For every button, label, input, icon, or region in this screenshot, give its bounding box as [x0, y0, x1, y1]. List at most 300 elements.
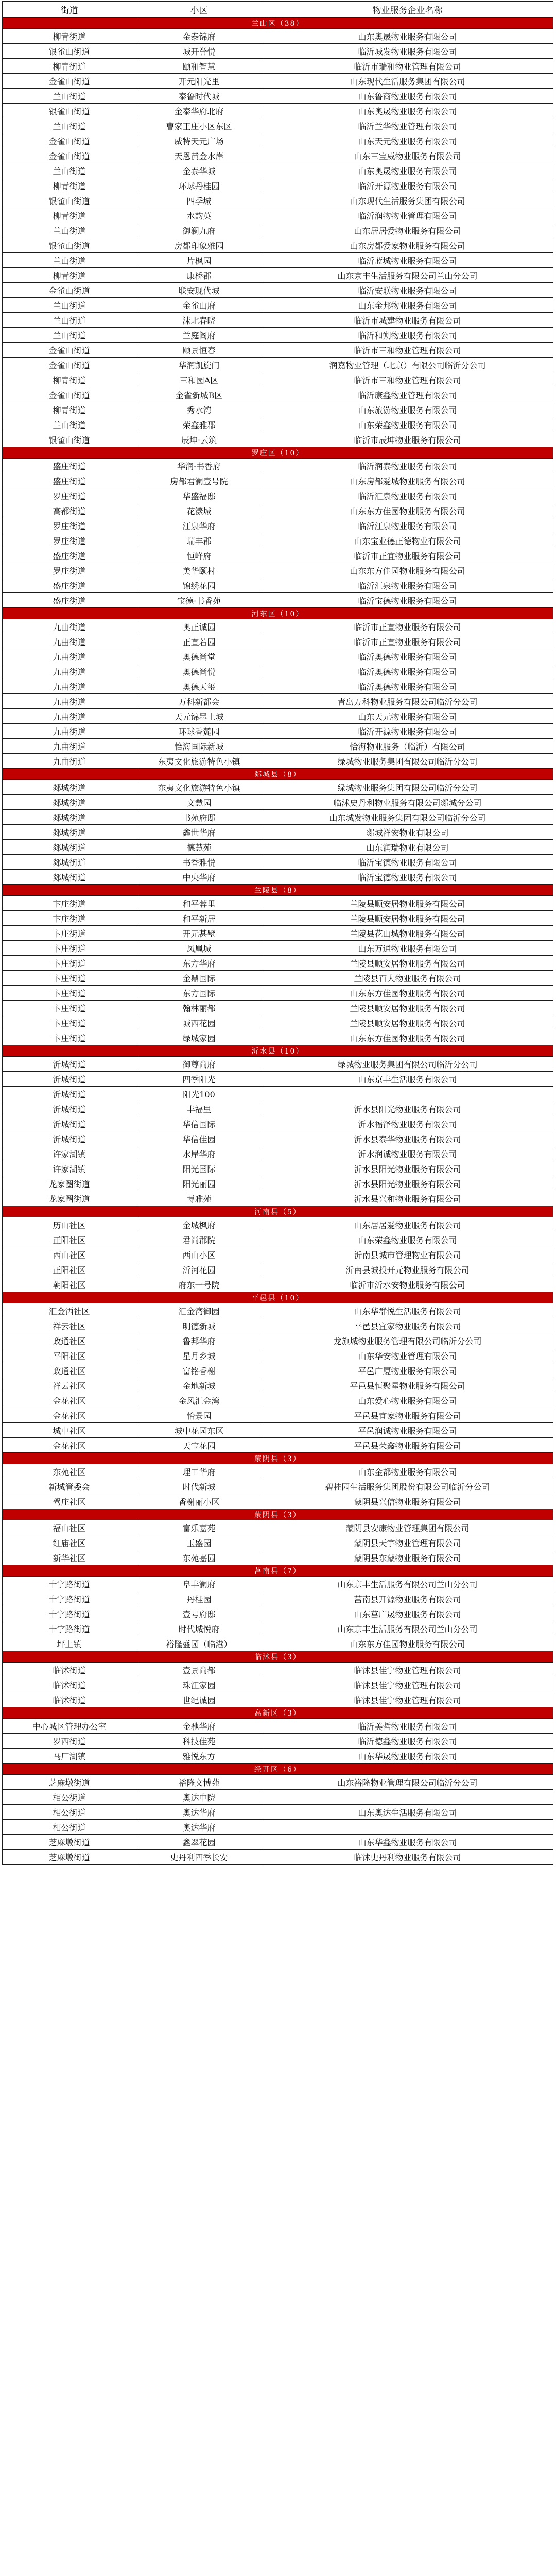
street-cell: 郯城街道: [3, 810, 136, 825]
street-cell: 郯城街道: [3, 780, 136, 795]
community-cell: 金雀新城B区: [136, 387, 262, 402]
street-cell: 驾庄社区: [3, 1494, 136, 1509]
table-row: [3, 1606, 553, 1621]
street-cell: 坪上镇: [3, 1636, 136, 1651]
section-header-row: [3, 1565, 553, 1577]
street-cell: 十字路街道: [3, 1621, 136, 1636]
table-row: [3, 840, 553, 855]
community-cell: 文慧园: [136, 795, 262, 810]
company-cell: 沂水县阳光物业服务有限公司: [262, 1161, 553, 1176]
street-cell: 兰山街道: [3, 89, 136, 104]
company-cell: 平邑广厦物业服务有限公司: [262, 1363, 553, 1378]
table-row: [3, 1790, 553, 1805]
company-cell: 山东居居爱物业服务有限公司: [262, 223, 553, 238]
section-title: 兰陵县（8）: [3, 885, 553, 896]
community-cell: 华润·书香府: [136, 459, 262, 473]
community-cell: 御澜九府: [136, 223, 262, 238]
community-cell: 科技佳苑: [136, 1734, 262, 1749]
section-title: 沂水县（10）: [3, 1045, 553, 1057]
community-cell: 壹号府邸: [136, 1606, 262, 1621]
street-cell: 罗庄街道: [3, 563, 136, 578]
company-cell: 临沂江泉物业服务有限公司: [262, 518, 553, 533]
street-cell: 十字路街道: [3, 1606, 136, 1621]
company-cell: 青岛万科物业服务有限公司临沂分公司: [262, 694, 553, 709]
community-cell: 沫北春晓: [136, 313, 262, 328]
street-cell: 九曲街道: [3, 664, 136, 679]
company-cell: 临沂市沂水安物业服务有限公司: [262, 1277, 553, 1292]
community-cell: 城西花园: [136, 1015, 262, 1030]
table-row: [3, 1734, 553, 1749]
table-row: [3, 896, 553, 911]
table-row: [3, 518, 553, 533]
community-cell: 奥德尚堂: [136, 649, 262, 664]
company-cell: 山东金都物业服务有限公司: [262, 1464, 553, 1479]
section-title: 临沭县（3）: [3, 1651, 553, 1663]
company-cell: 绿城物业服务集团有限公司临沂分公司: [262, 1057, 553, 1072]
community-cell: 颐和智慧: [136, 59, 262, 74]
street-cell: 相公街道: [3, 1820, 136, 1835]
table-row: [3, 1550, 553, 1565]
street-cell: 九曲街道: [3, 634, 136, 649]
table-row: [3, 664, 553, 679]
table-row: [3, 343, 553, 358]
company-cell: 山东房都爱家物业服务有限公司: [262, 238, 553, 253]
table-row: [3, 223, 553, 238]
community-cell: 金泰锦府: [136, 29, 262, 44]
header-community: 小区: [136, 2, 262, 18]
community-cell: 花漾城: [136, 503, 262, 518]
company-cell: 临沂开源物业服务有限公司: [262, 178, 553, 193]
street-cell: 兰山街道: [3, 118, 136, 133]
company-cell: 山东华安物业管理有限公司: [262, 1348, 553, 1363]
community-cell: 书苑府邸: [136, 810, 262, 825]
street-cell: 卞庄街道: [3, 911, 136, 926]
community-cell: 博雅苑: [136, 1191, 262, 1206]
street-cell: 九曲街道: [3, 709, 136, 724]
company-cell: 临沂润泰物业服务有限公司: [262, 459, 553, 473]
street-cell: 卞庄街道: [3, 1001, 136, 1015]
community-cell: 联安现代城: [136, 283, 262, 298]
street-cell: 新城管委会: [3, 1479, 136, 1494]
community-cell: 翰林丽都: [136, 1001, 262, 1015]
company-cell: 蒙阴县兴信物业服务有限公司: [262, 1494, 553, 1509]
table-row: [3, 634, 553, 649]
street-cell: 郯城街道: [3, 870, 136, 885]
street-cell: 沂城街道: [3, 1116, 136, 1131]
table-row: [3, 1378, 553, 1393]
street-cell: 十字路街道: [3, 1577, 136, 1591]
section-title: 蒙阴县（3）: [3, 1509, 553, 1520]
table-row: [3, 971, 553, 986]
street-cell: 卞庄街道: [3, 956, 136, 971]
community-cell: 正直若园: [136, 634, 262, 649]
community-cell: 奥正诚园: [136, 619, 262, 634]
community-cell: 时代城悦府: [136, 1621, 262, 1636]
community-cell: 时代新城: [136, 1479, 262, 1494]
community-cell: 宝德·书香苑: [136, 593, 262, 608]
table-row: [3, 1520, 553, 1535]
company-cell: 平邑县恒聚星物业服务有限公司: [262, 1378, 553, 1393]
table-row: [3, 1318, 553, 1333]
community-cell: 东方华府: [136, 956, 262, 971]
table-row: [3, 163, 553, 178]
street-cell: 金雀山街道: [3, 358, 136, 372]
company-cell: 山东鲁商物业服务有限公司: [262, 89, 553, 104]
community-cell: 星月乡城: [136, 1348, 262, 1363]
table-row: [3, 459, 553, 473]
company-cell: 兰陵县顺安居物业服务有限公司: [262, 1001, 553, 1015]
street-cell: 九曲街道: [3, 724, 136, 739]
community-cell: 开元阳光里: [136, 74, 262, 89]
street-cell: 临沭街道: [3, 1663, 136, 1677]
street-cell: 临沭街道: [3, 1677, 136, 1692]
street-cell: 卞庄街道: [3, 1030, 136, 1045]
table-row: [3, 488, 553, 503]
community-cell: 凤凰城: [136, 941, 262, 956]
community-cell: 阳光国际: [136, 1161, 262, 1176]
company-cell: 碧桂园生活服务集团股份有限公司临沂分公司: [262, 1479, 553, 1494]
table-row: [3, 1636, 553, 1651]
community-cell: 富铭香榭: [136, 1363, 262, 1378]
company-cell: 山东宝业德正德物业有限公司: [262, 533, 553, 548]
table-row: [3, 619, 553, 634]
company-cell: 山东万通物业服务有限公司: [262, 941, 553, 956]
community-cell: 天元锦墨上城: [136, 709, 262, 724]
table-row: [3, 1232, 553, 1247]
table-row: [3, 1072, 553, 1087]
company-cell: 山东三宝威物业服务有限公司: [262, 148, 553, 163]
community-cell: 泰鲁时代城: [136, 89, 262, 104]
community-cell: 壹景尚都: [136, 1663, 262, 1677]
community-cell: 颐景恒春: [136, 343, 262, 358]
community-cell: 汇金湾御园: [136, 1303, 262, 1318]
company-cell: 临沂开源物业服务有限公司: [262, 724, 553, 739]
company-cell: 山东房都爱城物业服务有限公司: [262, 473, 553, 488]
community-cell: 雅悦东方: [136, 1749, 262, 1764]
company-cell: 山东现代生活服务集团有限公司: [262, 74, 553, 89]
street-cell: 九曲街道: [3, 619, 136, 634]
street-cell: 卞庄街道: [3, 896, 136, 911]
company-cell: 临沂市三和物业管理有限公司: [262, 343, 553, 358]
community-cell: 城开誉悦: [136, 44, 262, 59]
company-cell: 山东华鑫物业服务有限公司: [262, 1835, 553, 1850]
community-cell: 鑫翠花园: [136, 1835, 262, 1850]
company-cell: 山东东方佳园物业服务有限公司: [262, 563, 553, 578]
section-header-row: [3, 447, 553, 459]
table-row: [3, 1191, 553, 1206]
company-cell: 山东裕隆物业管理有限公司临沂分公司: [262, 1775, 553, 1790]
section-title: 罗庄区（10）: [3, 447, 553, 459]
street-cell: 九曲街道: [3, 739, 136, 754]
street-cell: 汇金洒社区: [3, 1303, 136, 1318]
table-row: [3, 694, 553, 709]
street-cell: 兰山街道: [3, 163, 136, 178]
table-row: [3, 1131, 553, 1146]
community-cell: 东方国际: [136, 986, 262, 1001]
table-row: [3, 593, 553, 608]
table-row: [3, 1015, 553, 1030]
property-table-sheet: [2, 1, 553, 1865]
street-cell: 兰山街道: [3, 223, 136, 238]
table-row: [3, 1591, 553, 1606]
company-cell: [262, 1820, 553, 1835]
section-header-row: [3, 608, 553, 619]
street-cell: 金雀山街道: [3, 148, 136, 163]
table-row: [3, 1057, 553, 1072]
header-company: 物业服务企业名称: [262, 2, 553, 18]
community-cell: 瑞丰郡: [136, 533, 262, 548]
company-cell: 山东华晟物业服务有限公司: [262, 1749, 553, 1764]
street-cell: 沂城街道: [3, 1101, 136, 1116]
company-cell: 临沭县佳宁物业管理有限公司: [262, 1677, 553, 1692]
table-row: [3, 548, 553, 563]
street-cell: 龙家圈街道: [3, 1191, 136, 1206]
community-cell: 四季阳光: [136, 1072, 262, 1087]
community-cell: 和平蓉里: [136, 896, 262, 911]
street-cell: 盛庄街道: [3, 593, 136, 608]
company-cell: 临沂德鑫物业服务有限公司: [262, 1734, 553, 1749]
company-cell: 山东华群悦生活服务有限公司: [262, 1303, 553, 1318]
street-cell: 金雀山街道: [3, 133, 136, 148]
table-row: [3, 29, 553, 44]
company-cell: 山东荣鑫物业服务有限公司: [262, 1232, 553, 1247]
community-cell: 御尊尚府: [136, 1057, 262, 1072]
community-cell: 裕隆盛园（临港）: [136, 1636, 262, 1651]
company-cell: 平邑县宜家物业服务有限公司: [262, 1408, 553, 1423]
street-cell: 郯城街道: [3, 825, 136, 840]
street-cell: 龙家圈街道: [3, 1176, 136, 1191]
table-row: [3, 268, 553, 283]
table-row: [3, 372, 553, 387]
table-row: [3, 1692, 553, 1707]
company-cell: 沂南县城投开元物业服务有限公司: [262, 1262, 553, 1277]
table-row: [3, 1030, 553, 1045]
company-cell: 临沂汇泉物业服务有限公司: [262, 578, 553, 593]
table-row: [3, 104, 553, 118]
community-cell: 金驰华府: [136, 1719, 262, 1734]
street-cell: 沂城街道: [3, 1057, 136, 1072]
community-cell: 美华颐村: [136, 563, 262, 578]
company-cell: 山东旅游物业服务有限公司: [262, 402, 553, 417]
company-cell: 蒙阴县安康物业管理集团有限公司: [262, 1520, 553, 1535]
table-row: [3, 911, 553, 926]
community-cell: 富乐嘉苑: [136, 1520, 262, 1535]
street-cell: 罗庄街道: [3, 518, 136, 533]
company-cell: 沂水县阳光物业服务有限公司: [262, 1101, 553, 1116]
community-cell: 世纪诚园: [136, 1692, 262, 1707]
table-row: [3, 1438, 553, 1453]
table-row: [3, 417, 553, 432]
community-cell: 环球丹桂园: [136, 178, 262, 193]
section-header-row: [3, 1707, 553, 1719]
table-row: [3, 795, 553, 810]
street-cell: 盛庄街道: [3, 459, 136, 473]
table-row: [3, 1247, 553, 1262]
table-row: [3, 1161, 553, 1176]
street-cell: 九曲街道: [3, 649, 136, 664]
street-cell: 金雀山街道: [3, 283, 136, 298]
street-cell: 芝麻墩街道: [3, 1850, 136, 1865]
street-cell: 正阳社区: [3, 1262, 136, 1277]
street-cell: 兰山街道: [3, 298, 136, 313]
section-title: 莒南县（7）: [3, 1565, 553, 1577]
table-row: [3, 283, 553, 298]
community-cell: 金风汇金湾: [136, 1393, 262, 1408]
company-cell: [262, 1087, 553, 1101]
community-cell: 奥达华府: [136, 1820, 262, 1835]
street-cell: 银雀山街道: [3, 104, 136, 118]
company-cell: 沂水县泰华物业服务有限公司: [262, 1131, 553, 1146]
section-title: 河东区（10）: [3, 608, 553, 619]
table-row: [3, 1423, 553, 1438]
community-cell: 史丹利四季长安: [136, 1850, 262, 1865]
table-row: [3, 754, 553, 769]
company-cell: 沂水润诚物业服务有限公司: [262, 1146, 553, 1161]
street-cell: 柳青街道: [3, 372, 136, 387]
table-row: [3, 74, 553, 89]
table-row: [3, 148, 553, 163]
section-title: 高新区（3）: [3, 1707, 553, 1719]
company-cell: 龙旗城物业服务管理有限公司临沂分公司: [262, 1333, 553, 1348]
table-row: [3, 387, 553, 402]
table-row: [3, 679, 553, 694]
street-cell: 盛庄街道: [3, 578, 136, 593]
street-cell: 郯城街道: [3, 840, 136, 855]
company-cell: 山东天元物业服务有限公司: [262, 133, 553, 148]
company-cell: 山东京丰生活服务有限公司: [262, 1072, 553, 1087]
street-cell: 九曲街道: [3, 754, 136, 769]
company-cell: 蒙阴县天宇物业管理有限公司: [262, 1535, 553, 1550]
street-cell: 福山社区: [3, 1520, 136, 1535]
street-cell: 卞庄街道: [3, 1015, 136, 1030]
street-cell: 罗庄街道: [3, 533, 136, 548]
community-cell: 片枫园: [136, 253, 262, 268]
company-cell: 临沂安联物业服务有限公司: [262, 283, 553, 298]
company-cell: 平邑润诚物业服务有限公司: [262, 1423, 553, 1438]
street-cell: 红庙社区: [3, 1535, 136, 1550]
community-cell: 珠江家园: [136, 1677, 262, 1692]
street-cell: 银雀山街道: [3, 44, 136, 59]
street-cell: 罗庄街道: [3, 488, 136, 503]
community-cell: 华盛福邸: [136, 488, 262, 503]
section-title: 蒙阴县（3）: [3, 1453, 553, 1464]
community-cell: 中央华府: [136, 870, 262, 885]
table-row: [3, 739, 553, 754]
company-cell: 沂南县城市管理物业有限公司: [262, 1247, 553, 1262]
community-cell: 怡景园: [136, 1408, 262, 1423]
company-cell: 山东东方佳园物业服务有限公司: [262, 986, 553, 1001]
street-cell: 兰山街道: [3, 253, 136, 268]
table-row: [3, 328, 553, 343]
street-cell: 沂城街道: [3, 1131, 136, 1146]
community-cell: 丹桂园: [136, 1591, 262, 1606]
company-cell: 绿城物业服务集团有限公司临沂分公司: [262, 754, 553, 769]
company-cell: 山东莒广晟物业服务有限公司: [262, 1606, 553, 1621]
table-row: [3, 855, 553, 870]
company-cell: 山东荣鑫物业服务有限公司: [262, 417, 553, 432]
company-cell: 临沭县佳宁物业管理有限公司: [262, 1663, 553, 1677]
street-cell: 高都街道: [3, 503, 136, 518]
company-cell: 兰陵县顺安居物业服务有限公司: [262, 956, 553, 971]
community-cell: 府东一号院: [136, 1277, 262, 1292]
table-row: [3, 432, 553, 447]
community-cell: 威特天元广场: [136, 133, 262, 148]
section-title: 经开区（6）: [3, 1764, 553, 1775]
community-cell: 书香雅悦: [136, 855, 262, 870]
company-cell: 临沂康鑫物业管理有限公司: [262, 387, 553, 402]
community-cell: 沂河花园: [136, 1262, 262, 1277]
street-cell: 金花社区: [3, 1393, 136, 1408]
table-row: [3, 44, 553, 59]
street-cell: 卞庄街道: [3, 941, 136, 956]
community-cell: 荣鑫雅郡: [136, 417, 262, 432]
street-cell: 芝麻墩街道: [3, 1835, 136, 1850]
community-cell: 城中花园东区: [136, 1423, 262, 1438]
company-cell: 临沂城发物业服务有限公司: [262, 44, 553, 59]
community-cell: 开元甚墅: [136, 926, 262, 941]
table-row: [3, 1775, 553, 1790]
community-cell: 奥德尚悦: [136, 664, 262, 679]
street-cell: 柳青街道: [3, 268, 136, 283]
table-row: [3, 313, 553, 328]
company-cell: 绿城物业服务集团有限公司临沂分公司: [262, 780, 553, 795]
street-cell: 兰山街道: [3, 328, 136, 343]
company-cell: 沂水福泽物业服务有限公司: [262, 1116, 553, 1131]
table-row: [3, 1805, 553, 1820]
company-cell: 恰海物业服务（临沂）有限公司: [262, 739, 553, 754]
company-cell: 山东京丰生活服务有限公司兰山分公司: [262, 1577, 553, 1591]
section-title: 兰山区（38）: [3, 18, 553, 29]
company-cell: 临沂宝德物业服务有限公司: [262, 870, 553, 885]
section-header-row: [3, 1453, 553, 1464]
community-cell: 四季城: [136, 193, 262, 208]
community-cell: 奥达华府: [136, 1805, 262, 1820]
table-row: [3, 59, 553, 74]
community-cell: 天宝花园: [136, 1438, 262, 1453]
street-cell: 卞庄街道: [3, 971, 136, 986]
company-cell: 山东东方佳园物业服务有限公司: [262, 503, 553, 518]
table-row: [3, 1408, 553, 1423]
street-cell: 相公街道: [3, 1805, 136, 1820]
street-cell: 盛庄街道: [3, 473, 136, 488]
company-cell: 临沂市城建物业服务有限公司: [262, 313, 553, 328]
section-header-row: [3, 1764, 553, 1775]
section-header-row: [3, 1292, 553, 1303]
company-cell: 临沂奥德物业服务有限公司: [262, 679, 553, 694]
street-cell: 金雀山街道: [3, 387, 136, 402]
table-row: [3, 89, 553, 104]
company-cell: 兰陵县顺安居物业服务有限公司: [262, 911, 553, 926]
company-cell: 临沂市正直物业服务有限公司: [262, 634, 553, 649]
street-cell: 卞庄街道: [3, 926, 136, 941]
table-row: [3, 1850, 553, 1865]
table-row: [3, 1333, 553, 1348]
community-cell: 环球香麓园: [136, 724, 262, 739]
company-cell: 兰陵县百大物业服务有限公司: [262, 971, 553, 986]
company-cell: 临沂市辰坤物业服务有限公司: [262, 432, 553, 447]
section-header-row: [3, 769, 553, 780]
community-cell: 玉盛园: [136, 1535, 262, 1550]
street-cell: 柳青街道: [3, 59, 136, 74]
table-row: [3, 1176, 553, 1191]
table-row: [3, 724, 553, 739]
community-cell: 金雀山府: [136, 298, 262, 313]
community-cell: 恰海国际新城: [136, 739, 262, 754]
company-cell: 临沂奥德物业服务有限公司: [262, 649, 553, 664]
street-cell: 朝阳社区: [3, 1277, 136, 1292]
street-cell: 郯城街道: [3, 795, 136, 810]
community-cell: 绿城家园: [136, 1030, 262, 1045]
